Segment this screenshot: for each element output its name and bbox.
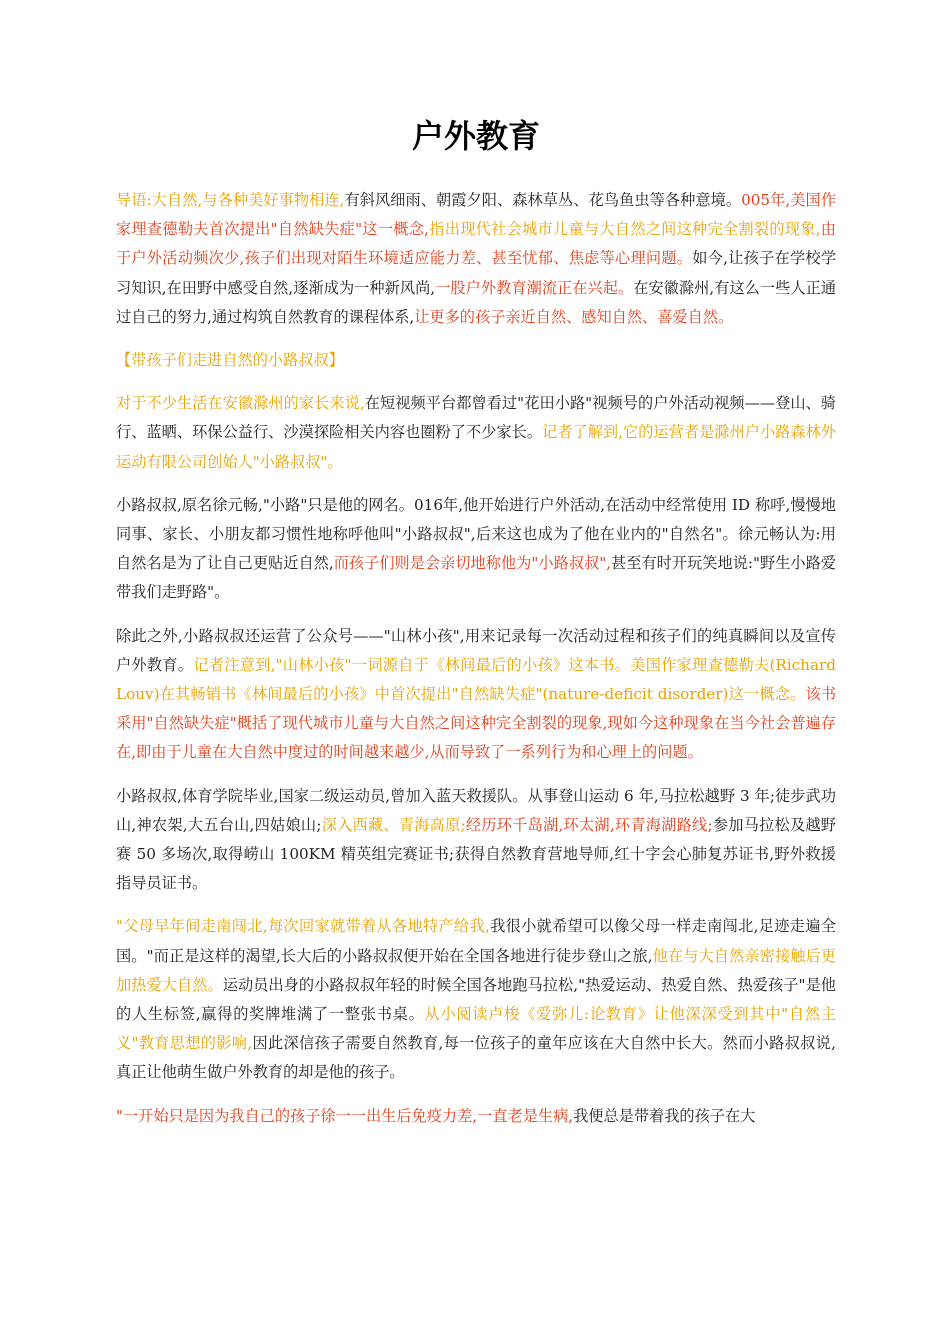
- text-segment: 如今,让孩子在学校学习知识,在田野中感受自然,逐渐成为一种新风尚,: [116, 249, 837, 297]
- body-paragraph: [116, 491, 836, 608]
- text-segment: 美国作家理查德勒夫(Richard Louv)在其畅销书《林间最后的小孩》中首次提出"自然缺失症"(nature-deficit disorder)这一概念。: [116, 655, 836, 704]
- text-segment: 我便总是带着我的孩子在大: [573, 1106, 756, 1125]
- text-segment: 除此之外,小路叔叔还运营了公众号——"山林小孩",用来记录每一次活动过程和孩子们的纯真瞬间以及宣传户外教育。: [116, 626, 836, 674]
- text-segment: 而孩子们则是会亲切地称他为"小路叔叔",: [333, 554, 612, 573]
- text-segment: 经历环千岛湖,环太湖,环青海湖路线;: [465, 815, 713, 834]
- text-segment: 导语:大自然,与各种美好事物相连,: [116, 191, 345, 209]
- body-paragraph: [116, 1102, 836, 1131]
- text-segment: 运动员出身的小路叔叔年轻的时候全国各地跑马拉松,"热爱运动、热爱自然、热爱孩子"是他的人生标签,赢得的奖牌堆满了一整张书桌。: [116, 975, 836, 1024]
- text-segment: "一开始只是因为我自己的孩子徐一一出生后免疫力差,一直老是生病,: [116, 1106, 574, 1125]
- text-segment: 小路叔叔,体育学院毕业,国家二级运动员,曾加入蓝天救援队。从事登山运动 6 年,马拉松越野 3 年;徒步武功山,神农架,大五台山,四姑娘山;: [116, 786, 836, 834]
- text-segment: 他在与大自然亲密接触后更加热爱大自然。: [116, 946, 836, 994]
- text-segment: 让更多的孩子亲近自然、感知自然、喜爱自然。: [414, 307, 734, 326]
- document-body: [116, 186, 836, 1145]
- text-segment: 因此深信孩子需要自然教育,每一位孩子的童年应该在大自然中长大。然而小路叔叔说,真正让他萌生做户外教育的却是他的孩子。: [116, 1034, 836, 1082]
- text-segment: 对于不少生活在安徽滁州的家长来说,: [116, 394, 365, 413]
- text-segment: 有斜风细雨、朝霞夕阳、森林草丛、花鸟鱼虫等各种意境。: [344, 191, 742, 209]
- text-segment: 由于户外活动频次少,孩子们出现对陌生环境适应能力差、甚至忧郁、焦虑等心理问题。: [116, 220, 836, 268]
- intro-paragraph: [116, 186, 836, 332]
- text-segment: 小路叔叔,原名徐元畅,"小路"只是他的网名。016年,他开始进行户外活动,在活动中经常使用 ID 称呼,慢慢地同事、家长、小朋友都习惯性地称呼他叫"小路叔叔",后来这也成为了他在业内的"自然名"。徐元畅认为:用自然名是为了让自己更贴近自然,: [116, 495, 836, 573]
- section-heading: [116, 346, 836, 375]
- text-segment: 记者了解到,它的运营者是滁州户小路森林外运动有限公司创始人"小路叔叔"。: [116, 423, 837, 471]
- text-segment: 一股户外教育潮流正在兴起。: [435, 278, 634, 297]
- text-segment: 在短视频平台都曾看过"花田小路"视频号的户外活动视频——登山、骑行、蓝晒、环保公益行、沙漠探险相关内容也圈粉了不少家长。: [116, 394, 836, 442]
- text-segment: 从小阅读卢梭《爱弥儿:论教育》让他深深受到其中"自然主义"教育思想的影响,: [116, 1005, 836, 1053]
- text-segment: 005年,美国作家理查德勒夫首次提出"自然缺失症"这一概念,: [116, 191, 837, 239]
- text-segment: 在安徽滁州,有这么一些人正通过自己的努力,通过构筑自然教育的课程体系,: [116, 278, 837, 326]
- body-paragraph: [116, 389, 836, 477]
- body-paragraph: [116, 622, 836, 768]
- document-title: 户外教育: [411, 117, 540, 155]
- body-paragraph: [116, 912, 836, 1087]
- text-segment: 记者注意到,"山林小孩"一词源自于《林间最后的小孩》这本书。: [193, 655, 631, 674]
- text-segment: 【带孩子们走进自然的小路叔叔】: [116, 351, 344, 370]
- text-segment: 指出现代社会城市儿童与大自然之间这种完全割裂的现象,: [429, 220, 821, 239]
- text-segment: 甚至有时开玩笑地说:"野生小路爱带我们走野路"。: [116, 554, 836, 602]
- text-segment: 我很小就希望可以像父母一样走南闯北,足迹走遍全国。"而正是这样的渴望,长大后的小路叔叔便开始在全国各地进行徒步登山之旅,: [116, 917, 836, 965]
- text-segment: 参加马拉松及越野赛 50 多场次,取得崂山 100KM 精英组完赛证书;获得自然教育营地导师,红十字会心肺复苏证书,野外救援指导员证书。: [116, 815, 836, 893]
- text-segment: 深入西藏、青海高原;: [321, 815, 466, 834]
- body-paragraph: [116, 782, 836, 899]
- text-segment: "父母早年间走南闯北,每次回家就带着从各地特产给我,: [116, 917, 490, 936]
- text-segment: 该书采用"自然缺失症"概括了现代城市儿童与大自然之间这种完全割裂的现象,现如今这种现象在当今社会普遍存在,即由于儿童在大自然中度过的时间越来越少,从而导致了一系列行为和心理上的问题。: [116, 685, 837, 762]
